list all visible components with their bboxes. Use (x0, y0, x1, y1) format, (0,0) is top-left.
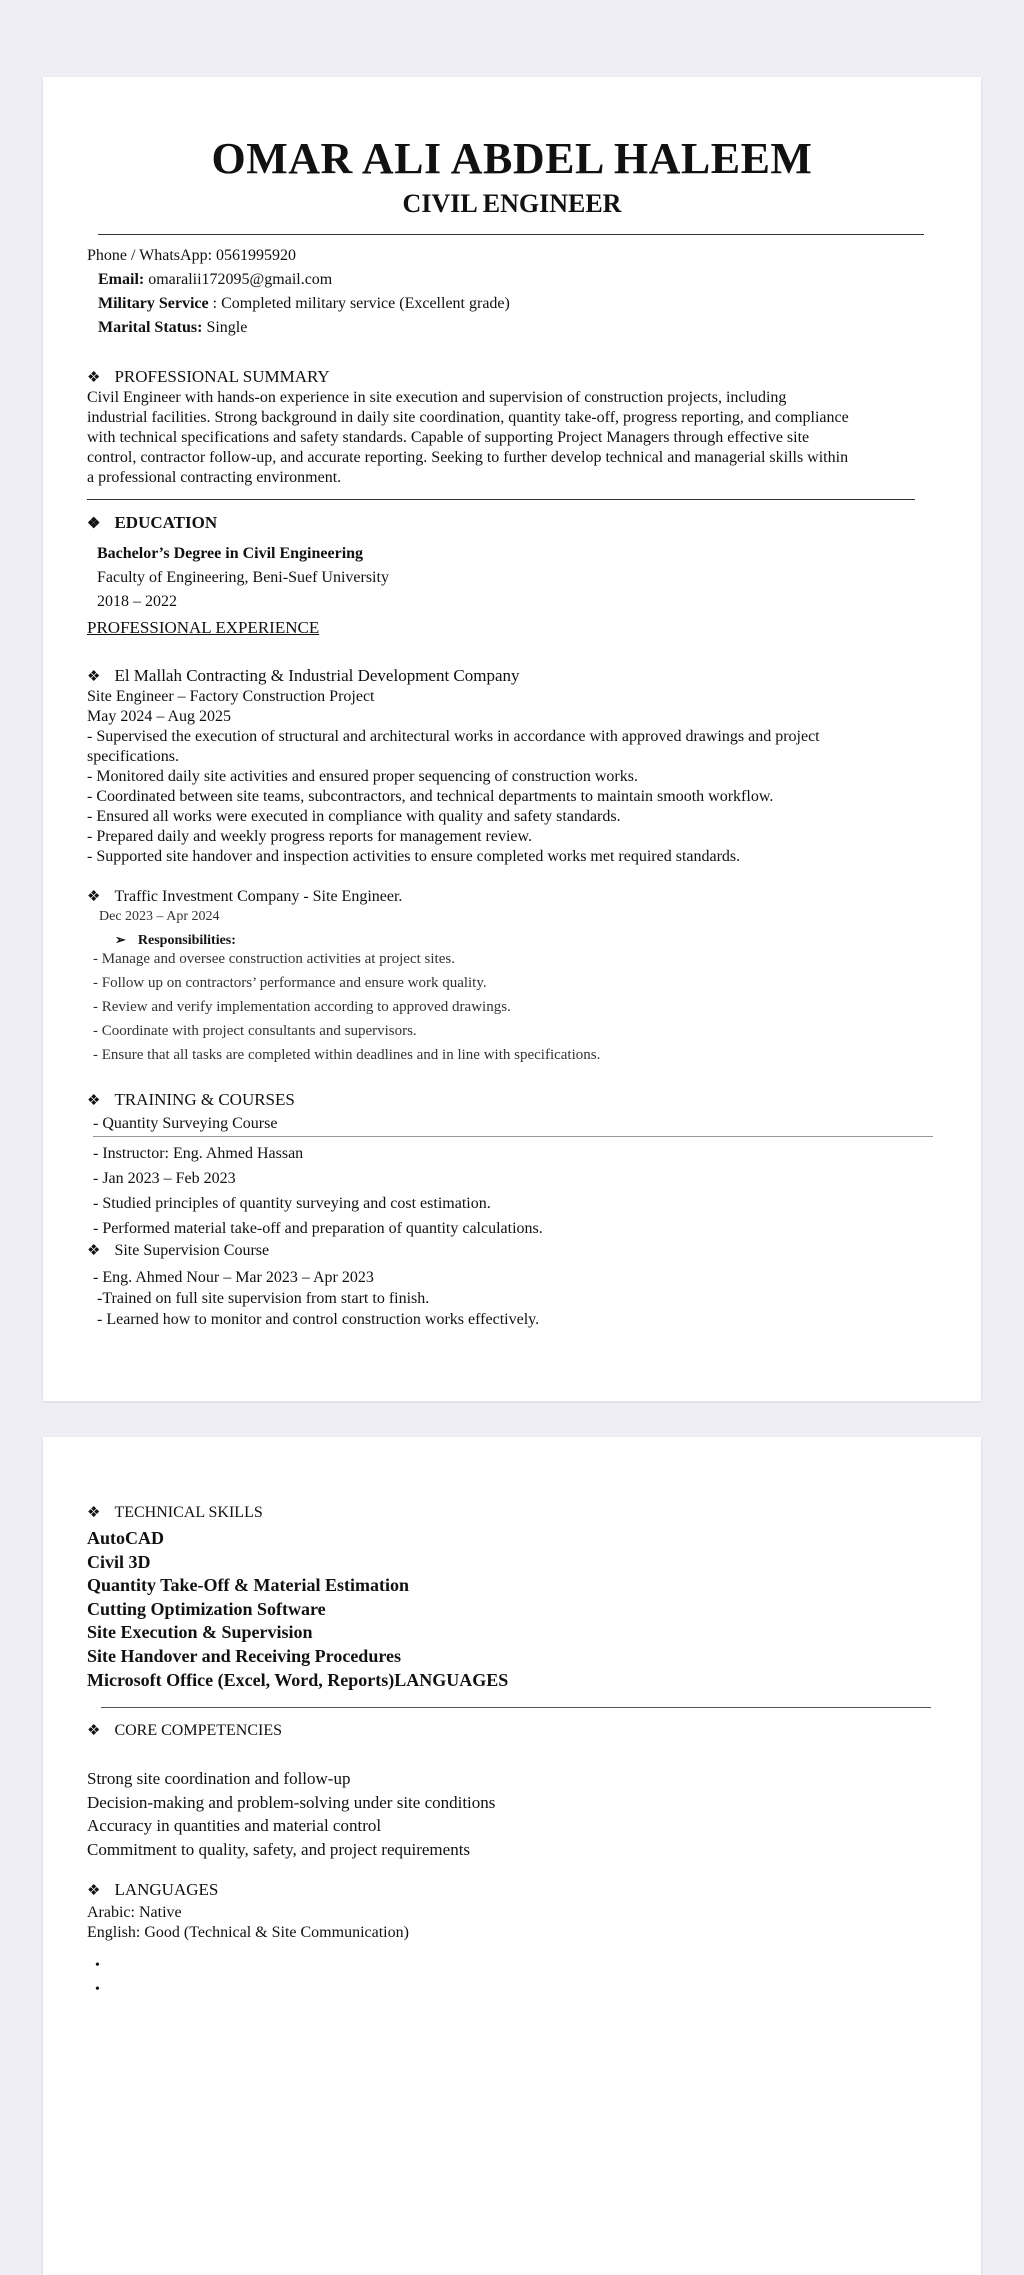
candidate-title: CIVIL ENGINEER (402, 189, 622, 218)
marital-label: Marital Status: (98, 319, 203, 336)
education-years: 2018 – 2022 (97, 593, 177, 610)
marital-value: Single (202, 319, 248, 336)
education-heading: ❖ EDUCATION (87, 513, 218, 532)
diamond-bullet-icon: ❖ (87, 1093, 101, 1109)
skills-divider (101, 1707, 931, 1708)
resume-page-1 (43, 77, 981, 1401)
competencies-heading: ❖ CORE COMPETENCIES (87, 1722, 283, 1739)
job2-details: - Manage and oversee construction activities at project sites. - Follow up on contractors’ performance and ensure work quality. - Review and verify implementation according to approved drawings. - Coordinate with project consultants and supervisors. - Ensure that all tasks are completed within deadlines and in line with specifications. (93, 951, 601, 1063)
skill-item: AutoCAD (87, 1528, 165, 1548)
skill-item: Civil 3D (87, 1551, 151, 1572)
job2-dates: Dec 2023 – Apr 2024 (99, 909, 220, 924)
military-label: Military Service (98, 295, 209, 312)
header-divider (98, 234, 924, 235)
skill-item: Quantity Take-Off & Material Estimation (87, 1575, 409, 1596)
summary-text: Civil Engineer with hands-on experience in site execution and supervision of construction projects, including industrial facilities. Strong background in daily site coordination, quantity take-off, progress reporting, and compliance with technical specifications and safety standards. Capable of supporting Project Managers through effective site control, contractor follow-up, and accurate reporting. Seeking to further develop technical and managerial skills within a professional contracting environment. (87, 389, 849, 486)
course1-details: - Instructor: Eng. Ahmed Hassan - Jan 2023 – Feb 2023 - Studied principles of quantity surveying and cost estimation. - Performed material take-off and preparation of quantity calculations. (93, 1145, 543, 1237)
course2-details: - Eng. Ahmed Nour – Mar 2023 – Apr 2023 -Trained on full site supervision from start to finish. - Learned how to monitor and control construction works effectively. (93, 1269, 540, 1328)
empty-bullet-2: • (95, 1982, 100, 1997)
contact-email (98, 271, 332, 289)
email-value: omaralii172095@gmail.com (144, 271, 333, 288)
job2-company: ❖ Traffic Investment Company - Site Engineer. (87, 888, 403, 905)
job2-responsibilities: ➢ Responsibilities: (115, 932, 236, 948)
training-heading: ❖ TRAINING & COURSES (87, 1090, 295, 1109)
resume-page-2 (43, 1437, 981, 2275)
empty-bullet-1: • (95, 1958, 100, 1973)
skill-item: Site Handover and Receiving Procedures (87, 1645, 401, 1666)
contact-marital (98, 319, 247, 337)
diamond-bullet-icon: ❖ (87, 1243, 101, 1259)
diamond-bullet-icon: ❖ (87, 516, 101, 532)
experience-heading: PROFESSIONAL EXPERIENCE (87, 618, 320, 637)
job1-company: ❖ El Mallah Contracting & Industrial Development Company (87, 666, 520, 685)
diamond-bullet-icon: ❖ (87, 889, 101, 905)
skill-item: Site Execution & Supervision (87, 1622, 313, 1643)
job1-dates: May 2024 – Aug 2025 (87, 708, 231, 725)
skills-list (87, 1527, 508, 1692)
job1-details: Site Engineer – Factory Construction Project May 2024 – Aug 2025 - Supervised the execution of structural and architectural works in accordance with approved drawings and project specifications. - Monitored daily site activities and ensured proper sequencing of construction works. - Coordinated between site teams, subcontractors, and technical departments to maintain smooth workflow. - Ensured all works were executed in compliance with quality and safety standards. - Prepared daily and weekly progress reports for management review. - Supported site handover and inspection activities to ensure completed works met required standards. (87, 688, 820, 865)
course2-title: ❖ Site Supervision Course (87, 1242, 270, 1259)
skill-item: Microsoft Office (Excel, Word, Reports)LANGUAGES (87, 1669, 509, 1690)
contact-military (98, 295, 510, 313)
job1-role: Site Engineer – Factory Construction Project (87, 688, 375, 705)
summary-divider (87, 499, 915, 500)
skill-item: Cutting Optimization Software (87, 1598, 326, 1619)
competency-item: Decision-making and problem-solving under site conditions (87, 1792, 496, 1812)
email-label: Email: (98, 271, 145, 288)
language-item: Arabic: Native (87, 1904, 182, 1921)
competency-item: Strong site coordination and follow-up (87, 1769, 351, 1788)
diamond-bullet-icon: ❖ (87, 1883, 101, 1899)
education-degree: Bachelor’s Degree in Civil Engineering (97, 545, 364, 562)
competencies-list (87, 1767, 495, 1861)
languages-list (87, 1903, 409, 1943)
diamond-bullet-icon: ❖ (87, 370, 101, 386)
arrow-bullet-icon: ➢ (115, 932, 126, 947)
course1-title: - Quantity Surveying Course (93, 1115, 278, 1132)
diamond-bullet-icon: ❖ (87, 669, 101, 685)
languages-heading: ❖ LANGUAGES (87, 1880, 219, 1899)
competency-item: Accuracy in quantities and material control (87, 1816, 382, 1835)
military-value: : Completed military service (Excellent grade) (208, 295, 510, 312)
diamond-bullet-icon: ❖ (87, 1723, 101, 1739)
competency-item: Commitment to quality, safety, and project requirements (87, 1839, 471, 1859)
skills-heading: ❖ TECHNICAL SKILLS (87, 1504, 263, 1521)
course-divider (93, 1136, 933, 1137)
candidate-name: OMAR ALI ABDEL HALEEM (211, 134, 813, 183)
education-faculty: Faculty of Engineering, Beni-Suef University (97, 569, 389, 586)
diamond-bullet-icon: ❖ (87, 1505, 101, 1521)
summary-heading: ❖ PROFESSIONAL SUMMARY (87, 367, 330, 386)
language-item: English: Good (Technical & Site Communication) (87, 1924, 409, 1941)
contact-phone: Phone / WhatsApp: 0561995920 (87, 247, 297, 264)
